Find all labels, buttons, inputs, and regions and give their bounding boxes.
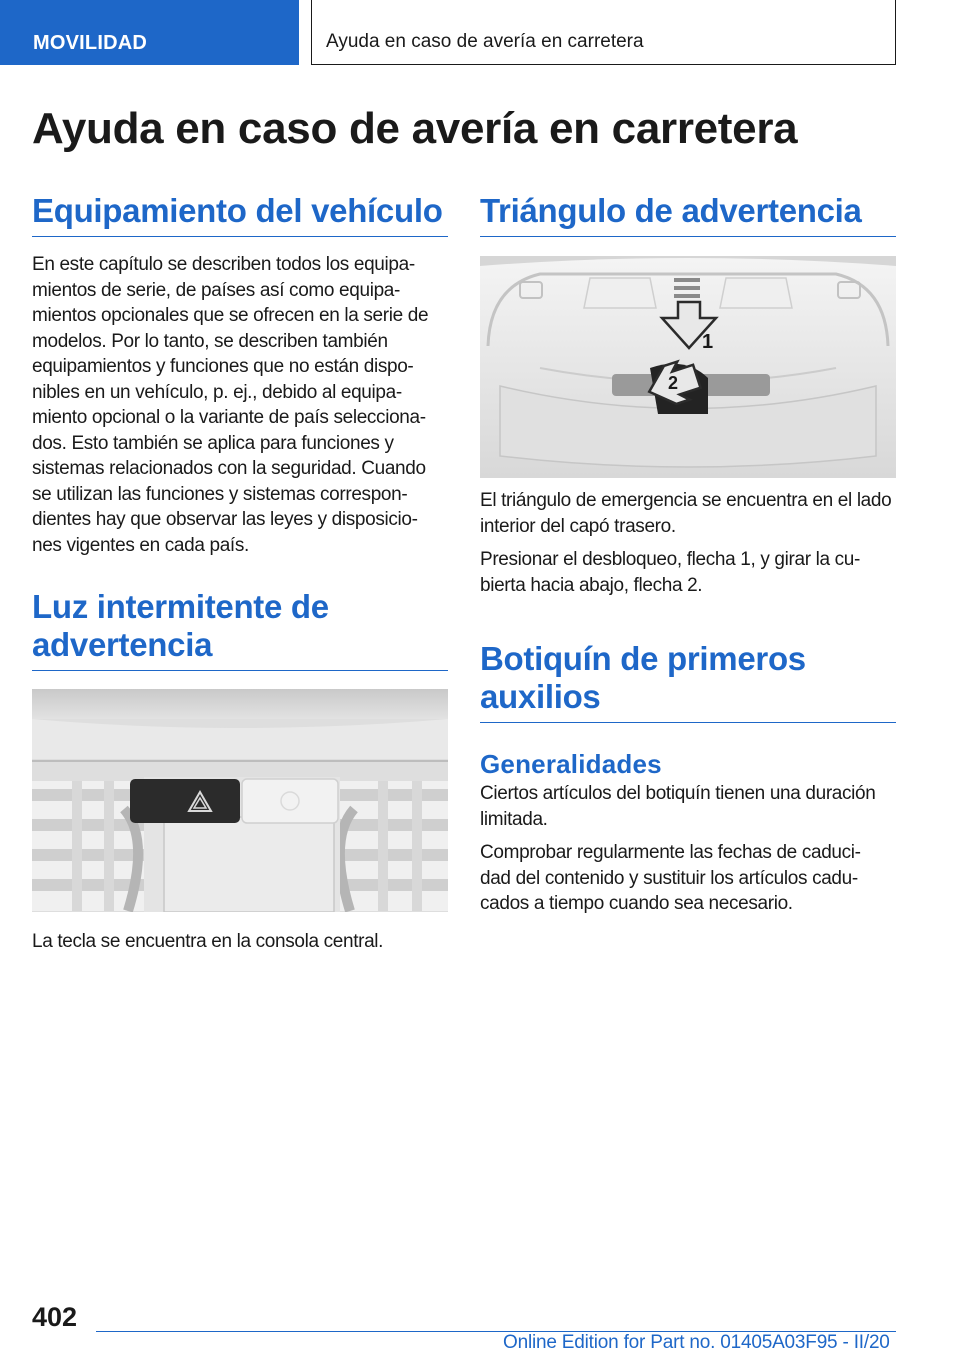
header-topic-box	[311, 0, 896, 65]
first-aid-heading-line1: Botiquín de primeros	[480, 640, 806, 677]
header-topic-label: Ayuda en caso de avería en carretera	[326, 31, 644, 52]
triangle-heading: Triángulo de advertencia	[480, 192, 896, 237]
triangle-text-2: Presionar el desbloqueo, flecha 1, y girar la cu- bierta hacia abajo, flecha 2.	[480, 549, 860, 596]
left-column	[32, 192, 448, 955]
left-air-vent	[32, 781, 144, 911]
footer-edition: Online Edition for Part no. 01405A03F95 - II/20	[503, 1332, 890, 1353]
first-aid-text-1: Ciertos artículos del botiquín tienen una duración limitada.	[480, 783, 876, 830]
hazard-button-figure	[32, 689, 448, 912]
first-aid-text-2: Comprobar regularmente las fechas de caduci- dad del contenido y sustituir los artículos cadu- cados a tiempo cuando sea necesario.	[480, 842, 861, 914]
header-section-label: MOVILIDAD	[33, 32, 148, 54]
page-number: 402	[32, 1302, 78, 1332]
hazard-caption: La tecla se encuentra en la consola central.	[32, 931, 384, 952]
page-title: Ayuda en caso de avería en carretera	[32, 104, 798, 153]
right-column	[480, 192, 896, 917]
equipment-body: En este capítulo se describen todos los equipa- mientos de serie, de países así como equipa- mientos opcionales que se ofrecen en la serie de modelos. Por lo tanto, se describen también equipamientos y funciones que no están dispo- nibles en un vehículo, p. ej., debido al equipa- miento opcional o la variante de país selecciona- dos. Esto también se aplica para funciones y sistemas relacionados con la seguridad. Cuando se utilizan las funciones y sistemas correspon- dientes hay que observar las leyes y disposicio- nes vigentes en cada país.	[32, 254, 429, 556]
first-aid-heading	[480, 640, 896, 723]
first-aid-subheading: Generalidades	[480, 749, 662, 779]
arrow-1-label: 1	[702, 331, 714, 353]
warning-triangle-figure	[480, 256, 896, 478]
trunk-lid-illustration	[480, 256, 896, 478]
triangle-text-1: El triángulo de emergencia se encuentra en el lado interior del capó trasero.	[480, 490, 892, 537]
arrow-2-label: 2	[668, 373, 679, 393]
hazard-heading-line1: Luz intermitente de	[32, 588, 329, 625]
right-air-vent	[338, 781, 448, 911]
first-aid-heading-line2: auxilios	[480, 678, 601, 715]
header-section-tab	[0, 0, 299, 65]
hazard-button	[130, 779, 240, 823]
hazard-heading	[32, 588, 448, 671]
equipment-heading: Equipamiento del vehículo	[32, 192, 448, 237]
hazard-heading-line2: advertencia	[32, 626, 213, 663]
hazard-console-illustration	[32, 689, 448, 912]
